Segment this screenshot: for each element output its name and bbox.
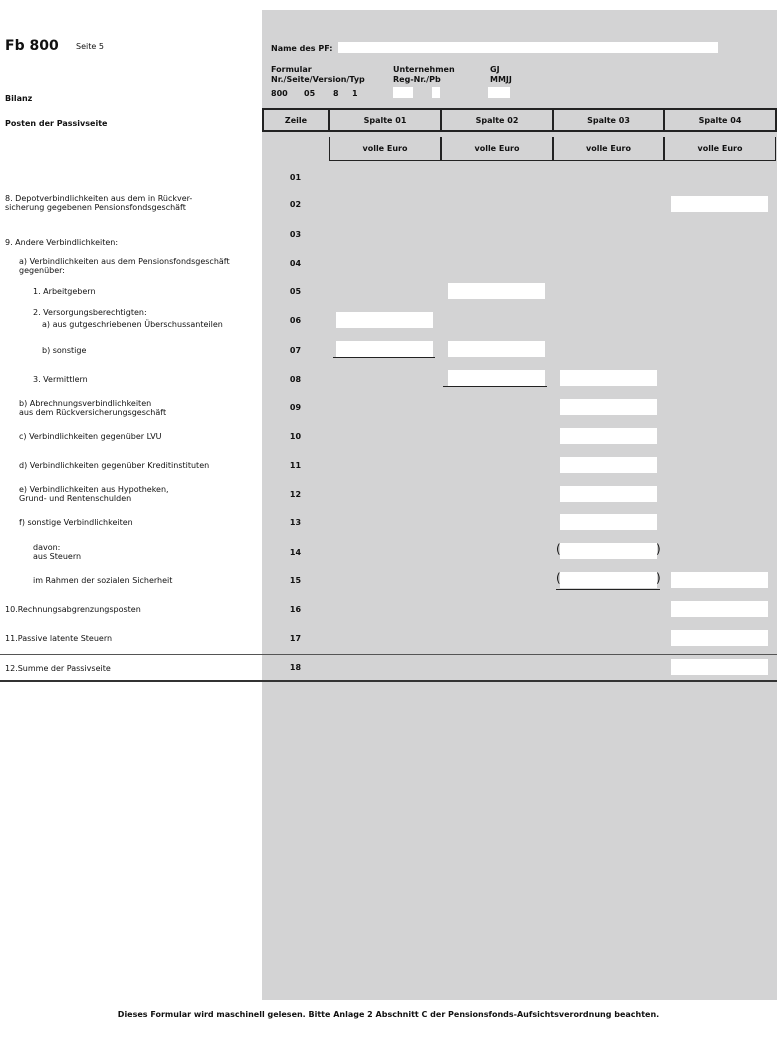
zeile-05: 05 <box>289 287 302 296</box>
reg-nr-field[interactable] <box>393 87 413 98</box>
row-label-04-line2: gegenüber: <box>19 266 65 275</box>
name-label: Name des PF: <box>271 44 333 53</box>
col-spalte-04-header: Spalte 04 <box>663 108 777 132</box>
formular-sub: Nr./Seite/Version/Typ <box>271 75 365 84</box>
footer-note: Dieses Formular wird maschinell gelesen. Bitte Anlage 2 Abschnitt C der Pensionsfonds-Aufsichtsverordnung beachten. <box>117 1010 660 1019</box>
input-r05-s02[interactable] <box>448 283 545 299</box>
input-r11-s03[interactable] <box>560 457 657 473</box>
zeile-10: 10 <box>289 432 302 441</box>
zeile-14: 14 <box>289 548 302 557</box>
row-label-16: 10.Rechnungsabgrenzungsposten <box>5 605 141 614</box>
gj-field[interactable] <box>488 87 510 98</box>
name-field[interactable] <box>338 42 718 53</box>
zeile-16: 16 <box>289 605 302 614</box>
zeile-08: 08 <box>289 375 302 384</box>
input-r17-s04[interactable] <box>671 630 768 646</box>
row-label-02-line2: sicherung gegebenen Pensionsfondsgeschäft <box>5 203 186 212</box>
zeile-15: 15 <box>289 576 302 585</box>
zeile-07: 07 <box>289 346 302 355</box>
input-r12-s03[interactable] <box>560 486 657 502</box>
formular-label: Formular <box>271 65 312 74</box>
col-spalte-01-header: Spalte 01 <box>328 108 442 132</box>
input-r16-s04[interactable] <box>671 601 768 617</box>
row-label-13: f) sonstige Verbindlichkeiten <box>19 518 133 527</box>
row-label-12-line2: Grund- und Rentenschulden <box>19 494 132 503</box>
input-r07-s01[interactable] <box>336 341 433 357</box>
paren-open-r14: ( <box>556 542 561 556</box>
unit-spalte-01: volle Euro <box>329 137 441 161</box>
row-label-17: 11.Passive latente Steuern <box>5 634 113 643</box>
paren-close-r14: ) <box>656 542 661 556</box>
row-label-11: d) Verbindlichkeiten gegenüber Kreditinstituten <box>19 461 210 470</box>
input-r02-s04[interactable] <box>671 196 768 212</box>
zeile-02: 02 <box>289 200 302 209</box>
row-label-14-line2: aus Steuern <box>33 552 82 561</box>
row-label-04: a) Verbindlichkeiten aus dem Pensionsfondsgeschäft <box>19 257 230 266</box>
zeile-01: 01 <box>289 173 302 182</box>
input-r18-s04[interactable] <box>671 659 768 675</box>
col-spalte-02-header: Spalte 02 <box>440 108 554 132</box>
row-label-12: e) Verbindlichkeiten aus Hypotheken, <box>19 485 169 494</box>
input-r08-s03[interactable] <box>560 370 657 386</box>
row-label-07: b) sonstige <box>42 346 87 355</box>
page-label: Seite 5 <box>76 42 104 51</box>
zeile-04: 04 <box>289 259 302 268</box>
input-r15-s04[interactable] <box>671 572 768 588</box>
zeile-12: 12 <box>289 490 302 499</box>
gj-sub: MMJJ <box>490 75 512 84</box>
underline-r07-s01 <box>333 357 435 358</box>
row-label-06-line2: a) aus gutgeschriebenen Überschussanteilen <box>42 320 223 329</box>
input-r15-s03[interactable] <box>560 572 657 588</box>
input-r09-s03[interactable] <box>560 399 657 415</box>
input-r14-s03[interactable] <box>560 543 657 559</box>
col-zeile-header: Zeile <box>262 108 330 132</box>
row-label-05: 1. Arbeitgebern <box>33 287 96 296</box>
zeile-11: 11 <box>289 461 302 470</box>
row-label-14: davon: <box>33 543 61 552</box>
unternehmen-label: Unternehmen <box>393 65 455 74</box>
zeile-17: 17 <box>289 634 302 643</box>
row-label-18: 12.Summe der Passivseite <box>5 664 111 673</box>
row-label-10: c) Verbindlichkeiten gegenüber LVU <box>19 432 162 441</box>
unit-spalte-04: volle Euro <box>664 137 776 161</box>
unternehmen-sub: Reg-Nr./Pb <box>393 75 441 84</box>
section-title: Bilanz <box>5 94 33 103</box>
formular-value-3: 8 <box>333 89 339 98</box>
divider-line <box>0 654 777 655</box>
zeile-18: 18 <box>289 663 302 672</box>
input-r07-s02[interactable] <box>448 341 545 357</box>
row-label-09: b) Abrechnungsverbindlichkeiten <box>19 399 152 408</box>
zeile-09: 09 <box>289 403 302 412</box>
col-spalte-03-header: Spalte 03 <box>552 108 665 132</box>
form-code: Fb 800 <box>5 38 59 54</box>
row-label-06: 2. Versorgungsberechtigten: <box>33 308 147 317</box>
row-label-09-line2: aus dem Rückversicherungsgeschäft <box>19 408 167 417</box>
unit-spalte-03: volle Euro <box>553 137 664 161</box>
left-heading: Posten der Passivseite <box>5 119 108 128</box>
input-r13-s03[interactable] <box>560 514 657 530</box>
row-label-08: 3. Vermittlern <box>33 375 88 384</box>
underline-r08-s02 <box>443 386 547 387</box>
underline-r15-s03 <box>556 589 660 590</box>
pb-field[interactable] <box>432 87 440 98</box>
bottom-double-line <box>0 680 777 682</box>
row-label-15: im Rahmen der sozialen Sicherheit <box>33 576 173 585</box>
zeile-06: 06 <box>289 316 302 325</box>
input-r06-s01[interactable] <box>336 312 433 328</box>
formular-value-4: 1 <box>352 89 358 98</box>
zeile-13: 13 <box>289 518 302 527</box>
row-label-03: 9. Andere Verbindlichkeiten: <box>5 238 119 247</box>
unit-spalte-02: volle Euro <box>441 137 553 161</box>
row-label-02: 8. Depotverbindlichkeiten aus dem in Rückver- <box>5 194 193 203</box>
formular-value-1: 800 <box>271 89 288 98</box>
zeile-03: 03 <box>289 230 302 239</box>
paren-open-r15: ( <box>556 571 561 585</box>
input-r08-s02[interactable] <box>448 370 545 386</box>
paren-close-r15: ) <box>656 571 661 585</box>
formular-value-2: 05 <box>304 89 316 98</box>
gj-label: GJ <box>490 65 500 74</box>
input-r10-s03[interactable] <box>560 428 657 444</box>
